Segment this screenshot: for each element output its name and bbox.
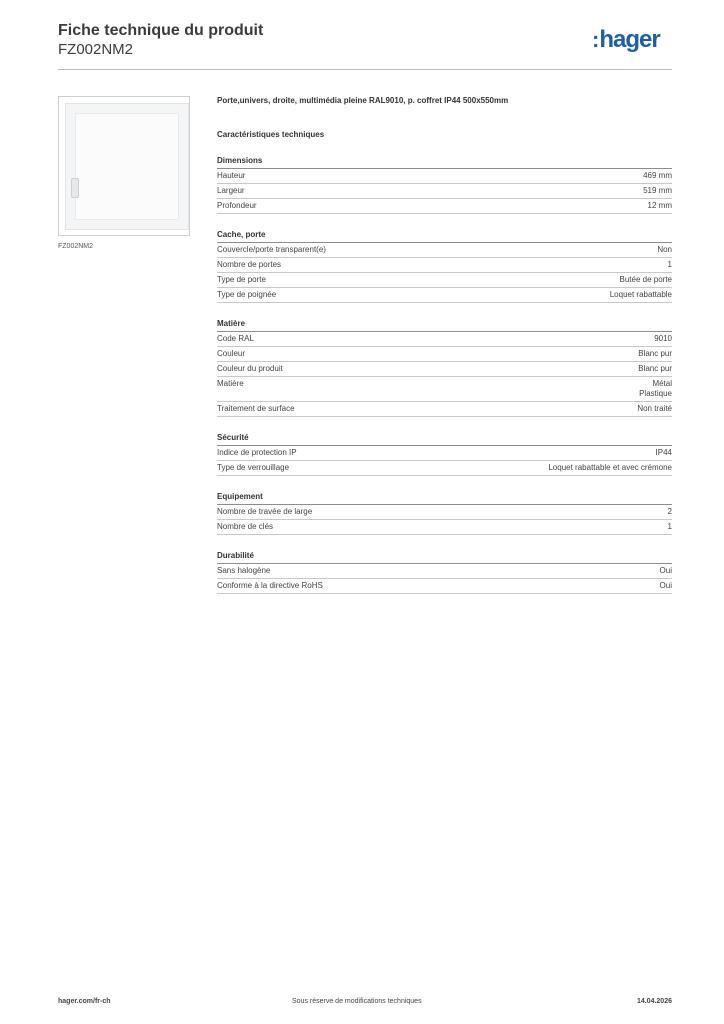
spec-value-text: 469 mm (643, 171, 672, 180)
hager-logo: :hager (592, 26, 660, 53)
spec-value-text: IP44 (655, 448, 672, 457)
page-title: Fiche technique du produit (58, 22, 264, 39)
product-reference: FZ002NM2 (58, 41, 134, 58)
spec-label: Profondeur (217, 201, 257, 210)
spec-label: Type de poignée (217, 290, 277, 299)
spec-section (217, 492, 672, 535)
section-title: Equipement (217, 492, 672, 505)
spec-label: Traitement de surface (217, 404, 295, 413)
image-caption: FZ002NM2 (58, 243, 94, 250)
spec-value-text: 1 (667, 260, 672, 269)
spec-label: Nombre de travée de large (217, 507, 313, 516)
product-content (217, 96, 672, 594)
spec-row (217, 461, 672, 476)
spec-value-text: Oui (659, 581, 672, 590)
spec-row (217, 199, 672, 214)
footer-notice: Sous réserve de modifications techniques (292, 998, 422, 1005)
footer-date: 14.04.2026 (636, 998, 672, 1005)
spec-value-text: 2 (667, 507, 672, 516)
spec-value-text: Métal (652, 379, 672, 388)
spec-value (638, 349, 672, 359)
section-title: Sécurité (217, 433, 672, 446)
spec-section (217, 551, 672, 594)
spec-row (217, 273, 672, 288)
spec-row (217, 446, 672, 461)
spec-value (548, 463, 672, 473)
spec-label: Code RAL (217, 334, 254, 343)
door-latch (71, 178, 79, 198)
spec-value (648, 201, 672, 211)
spec-value-text: Non traité (637, 404, 672, 413)
spec-value-text: 12 mm (647, 201, 672, 210)
spec-value-text: 519 mm (643, 186, 672, 195)
spec-section (217, 156, 672, 214)
section-title: Cache, porte (217, 230, 672, 243)
spec-row (217, 579, 672, 594)
spec-value (668, 260, 672, 270)
spec-label: Matière (217, 379, 244, 388)
spec-label: Type de porte (217, 275, 266, 284)
footer-website: hager.com/fr-ch (58, 998, 111, 1005)
product-description: Porte,univers, droite, multimédia pleine RAL9010, p. coffret IP44 500x550mm (217, 96, 509, 105)
spec-value (639, 379, 672, 399)
spec-value-text: Loquet rabattable (609, 290, 672, 299)
spec-row (217, 402, 672, 417)
spec-value-text: Blanc pur (638, 364, 672, 373)
spec-value-text: Butée de porte (619, 275, 672, 284)
header-divider (58, 69, 672, 70)
section-title: Dimensions (217, 156, 672, 169)
spec-section (217, 433, 672, 476)
spec-value (643, 186, 672, 196)
spec-label: Sans halogène (217, 566, 271, 575)
technical-characteristics-heading: Caractéristiques techniques (217, 130, 325, 139)
spec-row (217, 288, 672, 303)
spec-label: Conforme à la directive RoHS (217, 581, 323, 590)
spec-row (217, 520, 672, 535)
spec-row (217, 362, 672, 377)
spec-value-text: Non (657, 245, 672, 254)
product-image (58, 96, 190, 236)
spec-value-text: Plastique (639, 389, 672, 398)
section-title: Matière (217, 319, 672, 332)
spec-row (217, 564, 672, 579)
spec-row (217, 347, 672, 362)
spec-sections (217, 156, 672, 594)
spec-row (217, 184, 672, 199)
spec-label: Couleur (217, 349, 246, 358)
spec-label: Couleur du produit (217, 364, 283, 373)
spec-value (660, 581, 672, 591)
spec-value-text: Blanc pur (638, 349, 672, 358)
spec-value (610, 290, 672, 300)
spec-value (620, 275, 672, 285)
spec-value (668, 522, 672, 532)
spec-label: Hauteur (217, 171, 246, 180)
spec-value-text: Loquet rabattable et avec crémone (548, 463, 672, 472)
spec-label: Indice de protection IP (217, 448, 297, 457)
spec-section (217, 230, 672, 303)
section-title: Durabilité (217, 551, 672, 564)
spec-value (643, 171, 672, 181)
spec-value (668, 507, 672, 517)
spec-row (217, 258, 672, 273)
spec-value (660, 566, 672, 576)
spec-row (217, 377, 672, 402)
spec-label: Largeur (217, 186, 245, 195)
spec-row (217, 243, 672, 258)
spec-value (638, 364, 672, 374)
door-panel (65, 103, 189, 230)
spec-row (217, 505, 672, 520)
spec-section (217, 319, 672, 417)
spec-label: Type de verrouillage (217, 463, 290, 472)
page-header (58, 22, 263, 59)
spec-label: Couvercle/porte transparent(e) (217, 245, 326, 254)
spec-label: Nombre de clés (217, 522, 274, 531)
spec-value-text: 1 (667, 522, 672, 531)
spec-row (217, 169, 672, 184)
spec-value (637, 404, 672, 414)
door-inner-panel (75, 113, 179, 220)
spec-label: Nombre de portes (217, 260, 282, 269)
spec-row (217, 332, 672, 347)
spec-value (657, 245, 672, 255)
spec-value-text: 9010 (654, 334, 672, 343)
spec-value (656, 448, 672, 458)
brand-name: hager (599, 26, 660, 53)
spec-value-text: Oui (659, 566, 672, 575)
spec-value (654, 334, 672, 344)
